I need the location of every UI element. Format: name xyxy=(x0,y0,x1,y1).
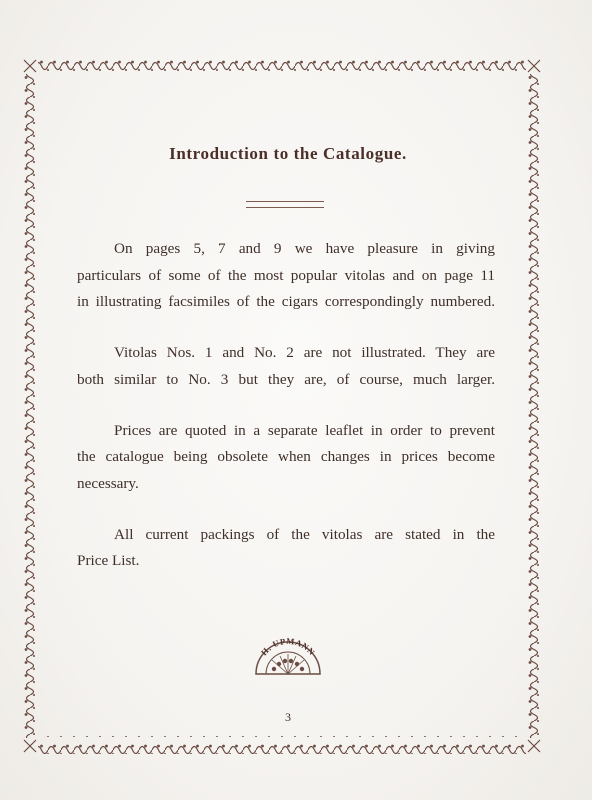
page-title: Introduction to the Catalogue. xyxy=(169,144,407,163)
text-line: in illustrating facsimiles of the cigars correspondingly numbered. xyxy=(77,293,495,310)
text-line: Vitolas Nos. 1 and No. 2 are not illustrated. They are xyxy=(114,344,495,361)
logo-text: H. UPMANN xyxy=(258,635,318,658)
page-number: 3 xyxy=(285,710,291,724)
paragraph-pages-info xyxy=(77,236,495,316)
title-divider xyxy=(246,201,324,208)
text-line: necessary. xyxy=(77,474,139,492)
text-line: All current packings of the vitolas are stated in the xyxy=(114,525,495,543)
text-line: On pages 5, 7 and 9 we have pleasure in giving xyxy=(114,240,495,257)
h-upmann-logo xyxy=(250,630,326,678)
paragraph-prices xyxy=(77,418,495,498)
text-line: both similar to No. 3 but they are, of course, much larger. xyxy=(77,370,495,388)
paragraph-packings xyxy=(77,522,495,575)
text-line: Price List. xyxy=(77,552,140,569)
body-text xyxy=(77,236,495,599)
paragraph-vitolas xyxy=(77,340,495,393)
text-line: the catalogue being obsolete when changes in prices become xyxy=(77,448,495,465)
text-line: particulars of some of the most popular vitolas and on page 11 xyxy=(77,266,495,284)
text-line: Prices are quoted in a separate leaflet in order to prevent xyxy=(114,421,495,439)
